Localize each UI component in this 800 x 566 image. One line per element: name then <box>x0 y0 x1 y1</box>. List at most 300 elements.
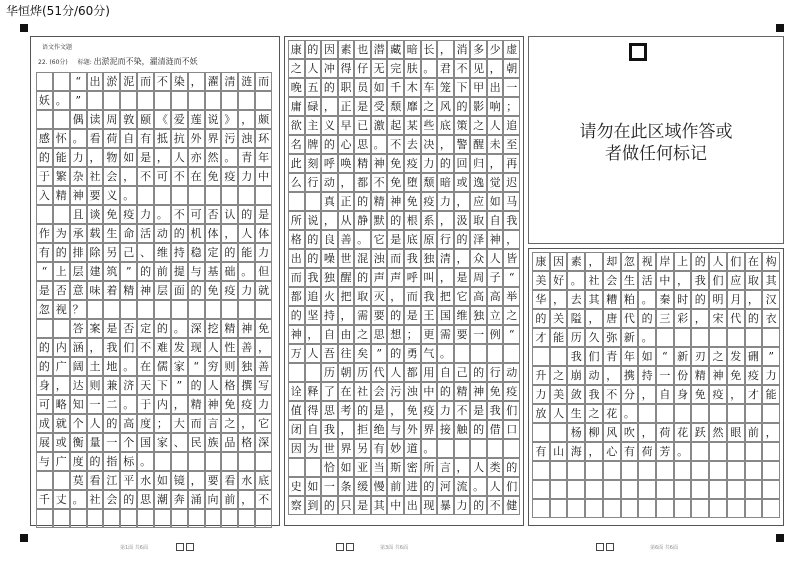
grid-cell: 的 <box>691 290 709 309</box>
grid-cell: 宋 <box>709 309 727 328</box>
grid-cell: 力 <box>762 366 780 385</box>
grid-cell: 疫 <box>421 401 438 420</box>
grid-cell: 》 <box>221 110 238 129</box>
grid-cell: 分 <box>621 385 639 404</box>
grid-cell: 粕 <box>621 290 639 309</box>
grid-cell <box>727 442 745 461</box>
grid-cell: 独 <box>421 249 438 268</box>
grid-cell: 而 <box>137 72 154 91</box>
grid-cell: 彩 <box>674 309 692 328</box>
grid-cell: 维 <box>154 243 171 262</box>
grid-cell <box>603 461 621 480</box>
grid-cell <box>53 509 70 528</box>
grid-cell: 己 <box>454 363 471 382</box>
grid-cell: 敦 <box>120 110 137 129</box>
grid-cell: 儒 <box>154 357 171 376</box>
grid-cell: 时 <box>674 290 692 309</box>
grid-cell: 民 <box>188 433 205 452</box>
essay-grid-column-2 <box>288 40 520 515</box>
grid-cell: 中 <box>421 382 438 401</box>
grid-cell: 绝 <box>371 420 388 439</box>
grid-cell: 自 <box>321 325 338 344</box>
grid-cell: 、 <box>171 433 188 452</box>
grid-cell: 我 <box>321 420 338 439</box>
page-footer-column-2: 第3面 共6面 <box>380 545 408 551</box>
grid-cell: 读 <box>87 110 104 129</box>
grid-cell: 向 <box>205 490 222 509</box>
grid-cell <box>120 509 137 528</box>
grid-cell: 底 <box>437 116 454 135</box>
grid-cell: 度 <box>137 414 154 433</box>
grid-cell: 外 <box>188 129 205 148</box>
grid-cell: 。 <box>70 129 87 148</box>
grid-cell: 都 <box>354 173 371 192</box>
grid-cell: 爱 <box>171 110 188 129</box>
grid-cell: ， <box>437 211 454 230</box>
grid-cell <box>205 300 222 319</box>
grid-cell: 机 <box>188 224 205 243</box>
grid-cell: 人 <box>470 458 487 477</box>
grid-cell: 应 <box>727 271 745 290</box>
grid-cell: 汉 <box>762 290 780 309</box>
grid-cell: 力 <box>454 496 471 515</box>
grid-cell: 的 <box>421 477 438 496</box>
grid-cell: 醒 <box>338 268 355 287</box>
grid-cell: 叫 <box>421 268 438 287</box>
grid-cell: 花 <box>603 404 621 423</box>
grid-cell: 界 <box>421 420 438 439</box>
grid-cell: 诠 <box>288 382 305 401</box>
grid-cell: 之 <box>288 59 305 78</box>
grid-cell: 会 <box>603 271 621 290</box>
grid-cell: 潜 <box>371 40 388 59</box>
grid-cell: 。 <box>621 404 639 423</box>
grid-cell: 亚 <box>354 458 371 477</box>
grid-cell: 得 <box>338 59 355 78</box>
grid-cell: 康 <box>288 40 305 59</box>
grid-cell: 《 <box>154 110 171 129</box>
grid-cell: 力 <box>70 148 87 167</box>
grid-cell: 如 <box>371 78 388 97</box>
grid-cell <box>255 300 272 319</box>
grid-cell: 们 <box>709 271 727 290</box>
grid-cell: 之 <box>550 366 568 385</box>
grid-cell: 精 <box>354 154 371 173</box>
grid-cell <box>550 499 568 518</box>
grid-cell: 意 <box>70 281 87 300</box>
grid-cell: 奔 <box>171 490 188 509</box>
grid-cell <box>762 480 780 499</box>
grid-cell <box>205 91 222 110</box>
grid-cell: 是 <box>404 306 421 325</box>
grid-cell: ， <box>454 192 471 211</box>
grid-cell: 浊 <box>238 129 255 148</box>
grid-cell: 不 <box>171 205 188 224</box>
grid-cell: 历 <box>354 363 371 382</box>
grid-cell: 坚 <box>305 306 322 325</box>
grid-cell: 抗 <box>171 129 188 148</box>
grid-cell <box>36 319 53 338</box>
grid-cell: 的 <box>103 414 120 433</box>
grid-cell: 精 <box>53 186 70 205</box>
grid-cell: 激 <box>371 116 388 135</box>
grid-cell: ， <box>238 490 255 509</box>
grid-cell: 思 <box>137 490 154 509</box>
grid-cell: 免 <box>387 154 404 173</box>
grid-cell: 呼 <box>321 154 338 173</box>
grid-cell: 庸 <box>288 97 305 116</box>
grid-cell: 忽 <box>36 300 53 319</box>
grid-cell: 的 <box>188 376 205 395</box>
corner-mark-top-right <box>776 24 784 32</box>
grid-cell: ， <box>762 423 780 442</box>
grid-cell: 有 <box>371 439 388 458</box>
grid-cell: 不 <box>371 173 388 192</box>
grid-cell <box>727 461 745 480</box>
grid-cell: 。 <box>221 148 238 167</box>
grid-cell <box>305 192 322 211</box>
grid-cell: 静 <box>354 211 371 230</box>
grid-cell: 么 <box>288 173 305 192</box>
grid-cell: 从 <box>338 211 355 230</box>
grid-cell: 妙 <box>387 439 404 458</box>
grid-cell: 神 <box>487 230 504 249</box>
grid-cell: 可 <box>36 395 53 414</box>
grid-cell: 活 <box>638 271 656 290</box>
grid-cell: 内 <box>53 338 70 357</box>
grid-cell <box>103 91 120 110</box>
grid-cell: 逸 <box>470 173 487 192</box>
grid-cell: ， <box>638 423 656 442</box>
grid-cell: 发 <box>171 338 188 357</box>
grid-cell <box>762 442 780 461</box>
grid-cell: 是 <box>255 205 272 224</box>
grid-cell: 力 <box>238 167 255 186</box>
grid-cell: 生 <box>567 404 585 423</box>
grid-cell: 量 <box>87 433 104 452</box>
grid-cell: 不 <box>487 496 504 515</box>
grid-cell: 隘 <box>567 309 585 328</box>
grid-cell: 斯 <box>387 458 404 477</box>
grid-cell: 免 <box>727 366 745 385</box>
grid-cell: 出 <box>487 78 504 97</box>
grid-cell: 。 <box>437 344 454 363</box>
grid-cell: 力 <box>137 205 154 224</box>
grid-cell: ， <box>437 268 454 287</box>
grid-cell: 感 <box>36 129 53 148</box>
grid-cell: ” <box>70 91 87 110</box>
grid-cell: 是 <box>354 97 371 116</box>
grid-cell: 密 <box>404 458 421 477</box>
grid-cell: 精 <box>188 395 205 414</box>
grid-cell: 或 <box>454 173 471 192</box>
grid-cell: 自 <box>487 211 504 230</box>
grid-cell: 所 <box>421 458 438 477</box>
grid-cell: 展 <box>36 433 53 452</box>
grid-cell: 则 <box>221 357 238 376</box>
grid-cell: 持 <box>321 306 338 325</box>
grid-cell: 颐 <box>137 110 154 129</box>
grid-cell: 正 <box>338 97 355 116</box>
grid-cell: 举 <box>503 287 520 306</box>
grid-cell <box>53 110 70 129</box>
grid-cell <box>255 509 272 528</box>
grid-cell: 职 <box>338 78 355 97</box>
grid-cell: 借 <box>487 420 504 439</box>
grid-cell: 妖 <box>36 91 53 110</box>
grid-cell <box>171 452 188 471</box>
grid-cell: 标 <box>120 452 137 471</box>
grid-cell <box>656 404 674 423</box>
grid-cell: 不 <box>255 490 272 509</box>
grid-cell: 我 <box>503 211 520 230</box>
grid-cell: 明 <box>709 290 727 309</box>
grid-cell: 免 <box>691 385 709 404</box>
grid-cell: 免 <box>205 281 222 300</box>
grid-cell: 素 <box>567 252 585 271</box>
grid-cell: 默 <box>371 211 388 230</box>
grid-cell: 呼 <box>404 268 421 287</box>
grid-cell: 动 <box>154 224 171 243</box>
grid-cell: 万 <box>288 344 305 363</box>
grid-cell: 自 <box>305 420 322 439</box>
corner-mark-bottom-left <box>20 534 28 542</box>
grid-cell <box>238 186 255 205</box>
grid-cell <box>691 404 709 423</box>
grid-cell: 员 <box>354 78 371 97</box>
grid-cell <box>621 480 639 499</box>
grid-cell: 的 <box>221 243 238 262</box>
grid-cell: 出 <box>288 249 305 268</box>
grid-cell: 类 <box>487 458 504 477</box>
grid-cell: 入 <box>36 186 53 205</box>
grid-cell <box>567 499 585 518</box>
grid-cell: “ <box>188 357 205 376</box>
grid-cell: 提 <box>171 262 188 281</box>
grid-cell: 现 <box>421 496 438 515</box>
grid-cell: 主 <box>305 116 322 135</box>
grid-cell: 荷 <box>638 442 656 461</box>
grid-cell: 是 <box>354 496 371 515</box>
grid-cell <box>745 499 763 518</box>
grid-cell: ， <box>221 224 238 243</box>
grid-cell <box>585 461 603 480</box>
grid-cell: 一 <box>656 366 674 385</box>
grid-cell: ， <box>238 414 255 433</box>
grid-cell: 动 <box>585 366 603 385</box>
grid-cell: 除 <box>87 243 104 262</box>
grid-cell: 疫 <box>221 167 238 186</box>
grid-cell: 晚 <box>288 78 305 97</box>
grid-cell: ， <box>585 252 603 271</box>
grid-cell: 江 <box>103 471 120 490</box>
grid-cell: 不 <box>137 338 154 357</box>
grid-cell: 取 <box>745 271 763 290</box>
grid-cell <box>288 192 305 211</box>
grid-cell: 已 <box>354 116 371 135</box>
grid-cell: 家 <box>171 357 188 376</box>
grid-cell: 味 <box>87 281 104 300</box>
grid-cell <box>53 205 70 224</box>
grid-cell: ” <box>171 376 188 395</box>
grid-cell: ， <box>387 287 404 306</box>
grid-cell: ， <box>305 325 322 344</box>
grid-cell: 矣 <box>354 344 371 363</box>
grid-cell: 品 <box>221 433 238 452</box>
grid-cell: 大 <box>171 414 188 433</box>
grid-cell <box>503 439 520 458</box>
grid-cell: 的 <box>321 135 338 154</box>
grid-cell: 疫 <box>221 281 238 300</box>
grid-cell: 它 <box>454 287 471 306</box>
grid-cell <box>762 499 780 518</box>
grid-cell: 我 <box>305 268 322 287</box>
grid-cell: 去 <box>404 135 421 154</box>
grid-cell: 杨 <box>567 423 585 442</box>
grid-cell: 弥 <box>603 328 621 347</box>
grid-cell <box>727 480 745 499</box>
grid-cell: 美 <box>532 271 550 290</box>
grid-cell: 。 <box>171 319 188 338</box>
grid-cell: 动 <box>321 173 338 192</box>
grid-cell: 起 <box>387 116 404 135</box>
grid-cell: 家 <box>154 433 171 452</box>
grid-cell: 人 <box>205 376 222 395</box>
grid-cell: 格 <box>288 230 305 249</box>
grid-cell <box>103 300 120 319</box>
grid-cell: 考 <box>338 401 355 420</box>
grid-cell: 自 <box>437 363 454 382</box>
grid-cell <box>137 509 154 528</box>
grid-cell: ， <box>321 211 338 230</box>
grid-cell: 康 <box>532 252 550 271</box>
grid-cell: 我 <box>567 347 585 366</box>
grid-cell: 活 <box>137 224 154 243</box>
grid-cell: 的 <box>454 230 471 249</box>
grid-cell: 。 <box>638 290 656 309</box>
grid-cell: 衣 <box>762 309 780 328</box>
grid-cell <box>638 461 656 480</box>
grid-cell: ， <box>503 230 520 249</box>
grid-cell: 代 <box>621 309 639 328</box>
grid-cell: 人 <box>550 404 568 423</box>
grid-cell: 冲 <box>321 59 338 78</box>
grid-cell <box>674 404 692 423</box>
grid-cell: 有 <box>532 442 550 461</box>
grid-cell <box>205 186 222 205</box>
grid-cell: 不 <box>154 72 171 91</box>
grid-cell: 警 <box>454 135 471 154</box>
grid-cell: 国 <box>437 306 454 325</box>
grid-cell: 只 <box>338 496 355 515</box>
grid-cell: 与 <box>188 262 205 281</box>
grid-cell: 能 <box>53 148 70 167</box>
question-line <box>38 56 198 67</box>
grid-cell: 的 <box>238 205 255 224</box>
grid-cell <box>87 509 104 528</box>
grid-cell: 汲 <box>454 211 471 230</box>
grid-cell: 会 <box>103 167 120 186</box>
grid-cell: 知 <box>70 395 87 414</box>
grid-cell: 力 <box>437 192 454 211</box>
grid-cell: 的 <box>171 224 188 243</box>
grid-cell: ” <box>371 344 388 363</box>
grid-cell: 下 <box>154 376 171 395</box>
grid-cell: ” <box>762 347 780 366</box>
grid-cell: 认 <box>221 205 238 224</box>
grid-cell: 由 <box>338 325 355 344</box>
grid-cell: 一 <box>103 433 120 452</box>
grid-cell: ， <box>454 249 471 268</box>
grid-cell: 思 <box>371 325 388 344</box>
grid-cell: ， <box>120 167 137 186</box>
grid-cell: 说 <box>205 110 222 129</box>
grid-cell <box>70 509 87 528</box>
grid-cell: 要 <box>205 471 222 490</box>
grid-cell: 如 <box>338 458 355 477</box>
grid-cell <box>171 509 188 528</box>
grid-cell <box>221 91 238 110</box>
grid-cell: 千 <box>36 490 53 509</box>
grid-cell: 青 <box>238 148 255 167</box>
grid-cell: 神 <box>288 325 305 344</box>
grid-cell: 如 <box>154 471 171 490</box>
grid-cell: 早 <box>338 116 355 135</box>
grid-cell: 原 <box>421 230 438 249</box>
grid-cell: 而 <box>255 72 272 91</box>
grid-cell: 怀 <box>53 129 70 148</box>
grid-cell: ， <box>338 306 355 325</box>
grid-cell: 有 <box>621 442 639 461</box>
grid-cell: 正 <box>338 192 355 211</box>
grid-cell: 无 <box>371 59 388 78</box>
grid-cell <box>762 461 780 480</box>
section-title: 语文作文题 <box>42 44 73 51</box>
grid-cell: 与 <box>36 452 53 471</box>
grid-cell: 更 <box>421 325 438 344</box>
grid-cell: 华 <box>532 290 550 309</box>
grid-cell: 年 <box>621 347 639 366</box>
grid-cell: 一 <box>87 395 104 414</box>
grid-cell <box>567 480 585 499</box>
grid-cell: 往 <box>338 344 355 363</box>
grid-cell: 上 <box>53 262 70 281</box>
grid-cell: ， <box>188 471 205 490</box>
box-mark <box>596 543 604 551</box>
grid-cell: ， <box>585 442 603 461</box>
grid-cell: 就 <box>53 414 70 433</box>
grid-cell <box>656 328 674 347</box>
box-mark <box>176 543 184 551</box>
grid-cell <box>603 499 621 518</box>
grid-cell: 携 <box>621 366 639 385</box>
grid-cell <box>532 347 550 366</box>
grid-cell: 案 <box>87 319 104 338</box>
grid-cell: 否 <box>53 281 70 300</box>
grid-cell: 兼 <box>103 376 120 395</box>
grid-cell: 皆 <box>503 249 520 268</box>
grid-cell: 决 <box>421 135 438 154</box>
grid-cell: 然 <box>709 423 727 442</box>
grid-cell: ， <box>674 271 692 290</box>
grid-cell: 都 <box>288 287 305 306</box>
no-answer-text-line-1: 请勿在此区域作答或 <box>579 122 733 142</box>
grid-cell: 达 <box>70 376 87 395</box>
grid-cell <box>470 439 487 458</box>
grid-cell: 归 <box>470 154 487 173</box>
grid-cell: 自 <box>656 385 674 404</box>
grid-cell: 环 <box>255 129 272 148</box>
